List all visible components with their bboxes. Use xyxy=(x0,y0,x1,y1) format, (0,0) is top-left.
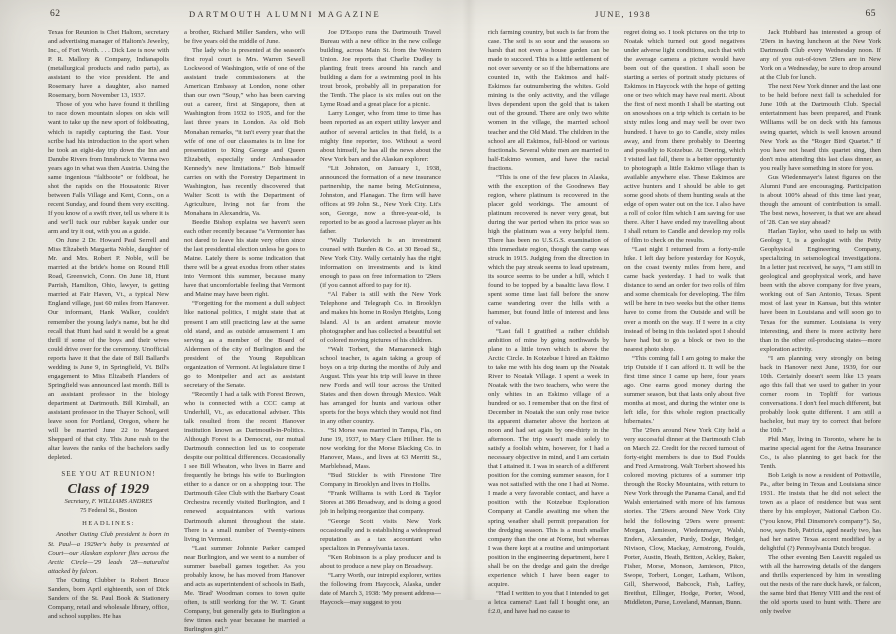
paragraph: Phil May, living in Toronto, where he is marine special agent for the Aetna Insurance Co., is also planning to get back for the Tenth. xyxy=(760,436,881,471)
headlines-label: HEADLINES: xyxy=(82,520,135,528)
running-header xyxy=(0,9,896,23)
text-column-4 xyxy=(488,28,609,615)
paragraph: “George Scott visits New York occasionally and is establishing a widespread reputation as a tax accountant who specializes in Pennsylvania taxes. xyxy=(320,517,441,552)
paragraph: “Wally Turkevich is an investment counsel with Burden & Co. at 30 Broad St., New York City. Wally certainly has the right information on investments and is kind enough to pass on free information to '29ers (if you cannot afford to pay for it). xyxy=(320,237,441,290)
paragraph: “This is one of the few places in Alaska, with the exception of the Goodnews Bay region, where platinum is recovered in the placer gold workings. The amount of platinum recovered is never very great, but during the war period when its price was so high the platinum was a very helpful item. There has been no U.S.G.S. examination of this immediate region, though the camp was struck in 1915. Judging from the direction in which the pay streak seems to lead upstream, its source seems to be under a hill, which I found to be topped by a basaltic lava flow. I spent some time last fall before the snow came wandering over the hills with a hammer, but found little of interest and less of value. xyxy=(488,173,609,326)
left-page-number: 62 xyxy=(50,9,61,19)
paragraph: The Outing Clubber is Robert Bruce Sanders, born April eighteenth, son of Dick Sanders of the St. Paul Book & Stationery Company, retail and wholesale library, office, and school supplies. He has xyxy=(48,576,169,620)
paragraph: “Ken Robinson is a play producer and is about to produce a new play on Broadway. xyxy=(320,553,441,570)
paragraph: “Lit Johnston, on January 1, 1938, announced the formation of a new insurance partnership, the name being McGuinness, Johnston, and Flanagan. The firm will have offices at 99 John St., New York City. Lit's son, George, now a three-year-old, is reported to be as good a lacrosse player as his father. xyxy=(320,164,441,236)
paragraph: regret doing so. I took pictures on the trip to Noatak which turned out good negatives under adverse light conditions, such that with the average camera a picture would have been out of the question. I shall soon be starting a series of portrait study pictures of Eskimos in Haycock with the hope of getting one or two which may have real merit. About the first of next month I shall be starting out on snowshoes on a trip which is certain to be sixty miles long and may well be over two hundred. I have to go to Candle, sixty miles away, and from there probably to Deering and possibly to Kotzebue. At Deering, which I visited last fall, there is a better opportunity to photograph a little Eskimo village than is available anywhere else. These Eskimos are active hunters and I should be able to get some good shots of them hunting seals at the edge of open water out on the ice. I also have a roll of color film which I am saving for use there. After I have ended my travelling about I shall return to Candle and develop my rolls of film to check on the results. xyxy=(624,29,745,245)
text-column-1 xyxy=(48,28,169,620)
paragraph: “Had I written to you that I intended to get a leica camera? Last fall I bought one, an f:2.0, and have had no cause to xyxy=(488,589,609,615)
magazine-title: DARTMOUTH ALUMNI MAGAZINE xyxy=(189,9,381,19)
paragraph: Those of you who have found it thrilling to race down mountain slopes on skis will want to take up the new sport of foldboating, which is rapidly capturing the East. Your scribe had his introduction to the sport when he took an eight-day trip down the Inn and Danube Rivers from Innsbruck to Vienna two years ago in what was then Austria. Using the same ingenious “faltboote” or foldboat, he shot the rapids on the Housatonic River between Falls Village and Kent, Conn., on a recent Sunday, and found them very exciting. If you know of a swift river, tell us where it is and we'll tuck our rubber kayak under our arm and try it out, with you as a guide. xyxy=(48,101,169,236)
text-column-2 xyxy=(184,28,305,634)
text-column-5 xyxy=(624,28,745,606)
paragraph: “Forgetting for the moment a dull subject like national politics, I might state that at present I am still practicing law at the same old stand, and as outside amusement I am serving as a member of the Board of Aldermen of the city of Burlington and the president of the Young Republican organization of Vermont. At legislature time I go to Montpelier and act as assistant secretary of the Senate. xyxy=(184,300,305,389)
paragraph: Joe D'Esopo runs the Dartmouth Travel Bureau with a new office in the new college building, across Main St. from the Western Union. Joe reports that Charlie Dudley is planting fruit trees around his ranch and building a dam for a swimming pool in his trout brook, probably all in preparation for the Tenth. The place is six miles out on the Lyme Road and a great place for a picnic. xyxy=(320,29,441,109)
issue-date: JUNE, 1938 xyxy=(594,9,652,19)
class-secretary-line: Secretary, F. WILLIAMS ANDRES xyxy=(64,498,153,506)
paragraph: Harlan Taylor, who used to help us with Geology I, is a geologist with the Petty Geophysical Engineering Company, specializing in seismological investigations. In a letter just received, he says, “I am still in geological and geophysical work, and have been with the above company for five years, working out of San Antonio, Texas. Spent most of last year in Kansas, but this winter have been in Louisiana and will soon go to Texas for the summer. Louisiana is very interesting, and there is more activity here than in the other oil-producing states—more exploration activity. xyxy=(760,228,881,353)
paragraph: “This coming fall I am going to make the trip Outside if I can afford it. It will be the first time since I came up here, four years ago. One earns good money during the summer season, but that lasts only about five months at most, and during the winter one is left idle, for this whole region practically hibernates.' xyxy=(624,354,745,426)
paragraph: On June 2 Dr. Howard Paul Serrell and Miss Elizabeth Margarita Noble, daughter of Mr. and Mrs. Robert P. Noble, will be married at the bride's home on Round Hill Road, Greenwich, Conn. On June 18, Hunt Parrish, Hamilton, Ohio, lawyer, is getting married at Fair Haven, Vt., a typical New England village, just 60 miles from Hanover. Our informant, Hank Walker, couldn't remember the young lady's name, but he did recall that Hunt had said it would be a great thrill if some of the boys and their wives could drive over for the ceremony. Unofficial reports have it that the date of Bill Ballard's wedding is June 9, in Springfield, Vt. Bill's engagement to Miss Elizabeth Flanders of Springfield was announced last month. Bill is an assistant professor in the biology department at Dartmouth. Bill Kimball, an assistant professor in the Thayer School, will leave soon for Portland, Oregon, where he will be married June 22 to Margaret Sheppard of that city. This June rush to the altar leaves the ranks of the bachelors sadly depleted. xyxy=(48,237,169,462)
text-column-3 xyxy=(320,28,441,606)
class-secretary-address: 75 Federal St., Boston xyxy=(80,507,137,515)
right-page-number: 65 xyxy=(865,9,876,19)
paragraph: “Si Morse was married in Tampa, Fla., on June 19, 1937, to Mary Clare Hillner. He is now working for the Morse Blacking Co. in Hanover, Mass., and lives at 63 Merritt St., Marblehead, Mass. xyxy=(320,427,441,471)
paragraph: “Last summer Johnnie Parker camped near Burlington, and we went to a number of summer baseball games together. As you probably know, he has moved from Hanover and acts as superintendent of schools in Bath, Me. 'Brad' Woodman comes to town quite often, is still working for the W. T. Grant Company, but generally gets to Burlington a few times each year because he married a Burlington girl.” xyxy=(184,544,305,634)
paragraph: Beedie Bishop explains we haven't seen each other recently because “a Vermonter has not dared to leave his state very often since the last presidential election unless he goes to Maine. Lately there is some indication that there will be a great exodus from other states into Vermont this summer, because many have that uncomfortable feeling that Vermont and Maine may have been right. xyxy=(184,218,305,299)
paragraph: a brother, Richard Miller Sanders, who will be five years old the middle of June. xyxy=(184,29,305,46)
paragraph: “Recently I had a talk with Forest Brown, who is connected with a CCC camp at Underhill, Vt., as educational adviser. This talk resulted from the recent Hanover institution known as Dartmouth-in-Politics. Although Forest is a Democrat, our mutual Dartmouth connection led us to cooperate despite our political differences. Occasionally I see Bill Wheaton, who lives in Barre and frequently he brings his wife to Burlington either to a dance or on a shopping tour. The Dartmouth Glee Club with the Barbary Coast Orchestra recently visited Burlington, and I renewed acquaintances with various Dartmouth alumni throughout the state. There is a small number of Twenty-niners living in Vermont. xyxy=(184,390,305,543)
paragraph: “Frank Williams is with Lord & Taylor Stores at 386 Broadway, and is doing a good job in helping reorganize that company. xyxy=(320,490,441,516)
section-heading-reunion: SEE YOU AT REUNION! xyxy=(61,471,156,479)
text-column-6 xyxy=(760,28,881,615)
paragraph: “Bud Stickler is with Firestone Tire Company in Brooklyn and lives in Hollis. xyxy=(320,472,441,489)
paragraph: “Larry Worth, our intrepid explorer, writes the following from Haycock, Alaska, under date of March 3, 1938: 'My present address—Haycock—may suggest to you xyxy=(320,571,441,606)
paragraph: Gus Wiedenmayer's latest figures on the Alumni Fund are encouraging. Participation is about 100% ahead of this time last year, though the amount of contribution is small. The best news, however, is that we are ahead of '28. Can we stay ahead? xyxy=(760,173,881,226)
paragraph: “Al Faber is still with the New York Telephone and Telegraph Co. in Brooklyn and makes his home in Roslyn Heights, Long Island. Al is an ardent amateur movie photographer and has collected a beautiful set of colored moving pictures of his children. xyxy=(320,291,441,344)
page-gutter xyxy=(462,0,476,600)
headlines-summary: Another Outing Club president is born in St. Paul—a 1929er's baby is presented at Court—our Alaskan explorer flies across the Arctic Circle—'29 leads '28—naturalist attacked by falcon. xyxy=(48,531,169,575)
paragraph: The other evening Ben Leavitt regaled us with all the harrowing details of the dangers and thrills experienced by him in wrestling out the nests of the rare duck hawk, or falcon, the same bird that Henry VIII and the rest of the old sports used to hunt with. There are only twelve xyxy=(760,553,881,615)
paragraph: “Walt Torbert, the Mamaroneck high school teacher, is again taking a group of boys on a trip during the months of July and August. This year his trip will leave in three new Fords and will tour across the United States and then down through Mexico. Walt has arranged for hunts and various other sports for the boys which they would not find in any other country. xyxy=(320,345,441,426)
paragraph: The '29ers around New York City held a very successful dinner at the Dartmouth Club on March 22. Credit for the record turnout of forty-eight members is due to Bud Foulds and Fred Armstrong. Walt Torbert showed his colored moving pictures of a summer trip through the Rocky Mountains, with return to New York through the Panama Canal, and Ed Walsh entertained with more of his famous stories. The '29ers around New York City held the following '29ers were present: Morgan, Jamieson, Wiedenmayer, Walsh, Enders, Alexander, Purdy, Dodge, Hedger, Nivison, Clow, Mackay, Armstrong, Foulds, Porter, Austin, Heath, Britton, Ackley, Baker, Fisher, Morse, Monson, Jamieson, Pitco, Swope, Torbert, Longer, Latham, Wilson, Gill, Sherwood, Babcock, Fish, Laffey, Breithut, Ellinger, Hodge, Porter, Wood, Middleton, Purse, Loveland, Mannan, Bunn. xyxy=(624,427,745,606)
paragraph: Larry Longer, who from time to time has been reported as an expert utility lawyer and author of several articles in that field, is a mighty fine reporter, too. Without a word about himself, he has all the news about the New York bars and the Alaskan explorer: xyxy=(320,110,441,163)
paragraph: Bob Leigh is now a resident of Pottsville, Pa., after being in Texas and Louisiana since 1931. He insists that he did not select the town as a place of residence but was sent there by his employer, National Carbon Co. (“you know, Phil Dinsmore's company”). So, now, says Bob, Patricia, aged nearly two, has had her native Texas accent modified by a delightful (?) Pennsylvania Dutch brogue. xyxy=(760,472,881,552)
paragraph: Texas for Reunion is Chet Haltom, secretary and advertising manager of Haltom's Jewelry, Inc., of Fort Worth. . . . Dick Lee is now with P. R. Mallory & Company, Indianapolis (metallurgical products and radio parts), as assistant to the vice president. He and Rosemary have a daughter, also named Rosemary, born November 13, 1937. xyxy=(48,29,169,100)
paragraph: “Last fall I gratified a rather childish ambition of mine by going northwards by plane to a little town which is above the Arctic Circle. In Kotzebue I hired an Eskimo to take me with his dog team up the Noatak River to Noatak Village. I spent a week in Noatak with the two teachers, who were the only whites in an Eskimo village of a hundred or so. I remember that on the first of December in Noatak the sun only rose twice its apparent diameter above the horizon at noon and had set again by one-thirty in the afternoon. The trip wasn't made solely to satisfy a foolish whim, however, for I had a necessary objective in mind, and I am certain that I attained it. I was in search of a different position for the coming summer season, for I was not satisfied with the one I had at Nome. I made a very favorable contact, and have a position with the Kotzebue Exploration Company at Candle awaiting me when the spring weather shall permit preparation for the dredging season. This is a much smaller company than the one at Nome, but whereas I was there kept at a routine and unimportant position in the engineering department, here I shall be on the dredge and gain the dredge experience which I have been eager to acquire. xyxy=(488,327,609,588)
paragraph: The lady who is presented at the season's first royal court is Mrs. Warren Sewell Lockwood of Washington, wife of one of the assistant trade commissioners at the American Embassy at London, none other than our own “Soup,” who has been carving out a career, first at Singapore, then at Washington from 1932 to 1935, and for the last three years in London. As old Bob Monahan remarks, “it isn't every year that the wife of one of our classmates is in line for presentation to King George and Queen Elizabeth, especially under Ambassador Kennedy's new limitations.” Bob himself carries on with the Forestry Department in Washington, has recently discovered that Walter Scott is with the Department of Agriculture, living not far from the Monahans in Alexandria, Va. xyxy=(184,47,305,217)
paragraph: rich farming country, but such is far from the case. The soil is so sour and the seasons so harsh that not even a house garden can be made to succeed. This is a little settlement of not over seventy or so if the hibernations are counted in, with the Eskimos and half-Eskimos far outnumbering the whites. Gold mining is the only activity, and the village lives dependent upon the gold that is taken out of the ground. There are only two white women in the village, the married school teacher and the Old Maid. The children in the school are all Eskimos, full-blood or various fractionals. Several white men are married to half-Eskimo women, and have the racial fractions. xyxy=(488,29,609,172)
paragraph: “Last night I returned from a forty-mile hike. I left day before yesterday for Koyuk, on the coast twenty miles from here, and came back yesterday. I had to walk that distance to send an order for two rolls of film and some chemicals for developing. The film will be here in two weeks but the other items have to come from the Outside and will be over a month on the way. If I were in a city instead of being in this isolated spot I should have had but to go a block or two to the nearest photo shop. xyxy=(624,246,745,353)
paragraph: Jack Hubbard has interested a group of '29ers in having luncheon at the New York Dartmouth Club every Wednesday noon. If any of you out-of-town '29ers are in New York on a Wednesday, be sure to drop around at the Club for lunch. xyxy=(760,29,881,82)
paragraph: “I am planning very strongly on being back in Hanover next June, 1939, for our 10th. Certainly doesn't seem like 13 years ago this fall that we used to gather in your corner room in Topliff for various conversations. I don't feel much different, but probably look quite different. I am still a bachelor, but may try to correct that before the 10th.” xyxy=(760,354,881,435)
class-heading: Class of 1929 xyxy=(67,482,150,498)
paragraph: The next New York dinner and the last one to be held before next fall is scheduled for June 10th at the Dartmouth Club. Special entertainment has been prepared, and Frank Williams will be on deck with his famous swing quartet, which is well known around New York as the “Roger Bird Quartet.” If you have not heard this quartet sing, then don't miss attending this last class dinner, as you really have something in store for you. xyxy=(760,83,881,172)
